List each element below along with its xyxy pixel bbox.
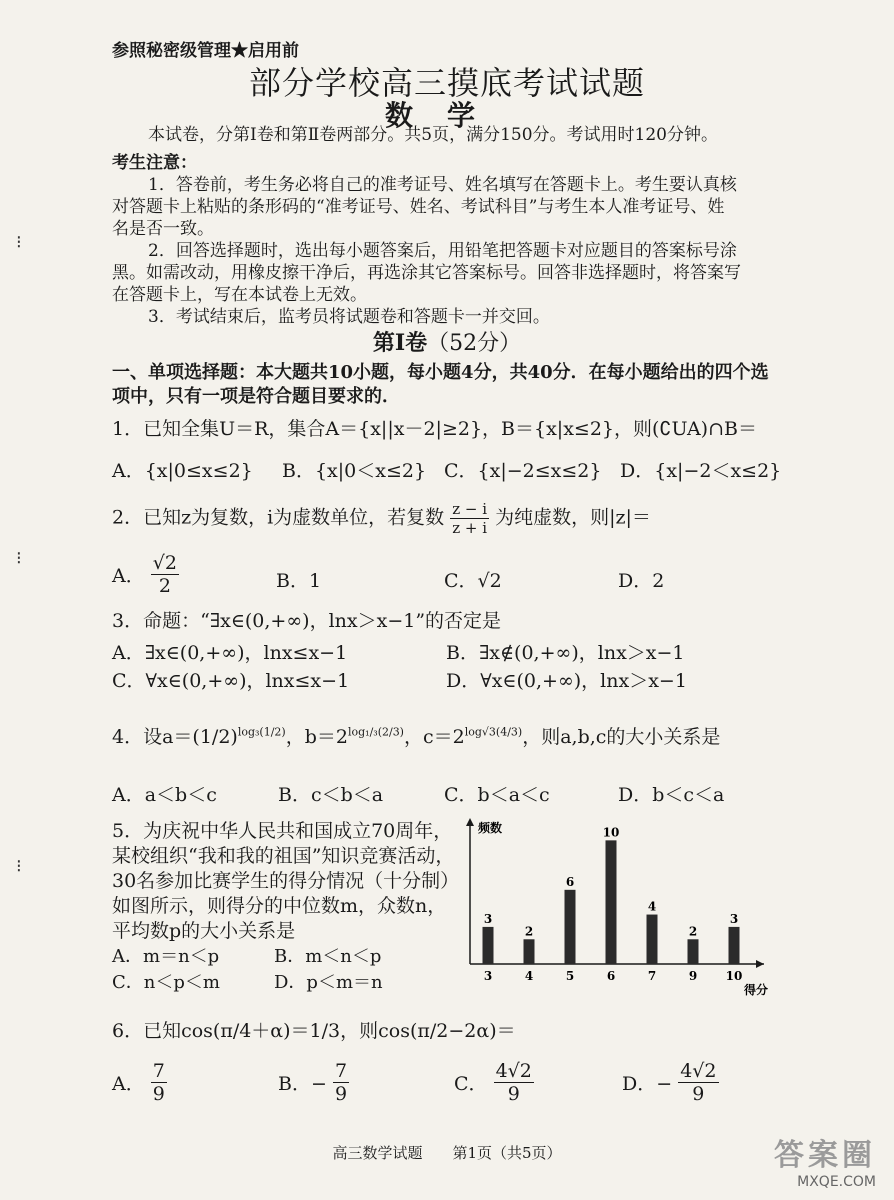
q2-fraction-den: z + i (452, 519, 488, 537)
note-line: 3．考试结束后，监考员将试题卷和答题卡一并交回。 (148, 307, 550, 327)
note-line: 对答题卡上粘贴的条形码的“准考证号、姓名、考试科目”与考生本人准考证号、姓 (112, 197, 725, 217)
q2-fraction (450, 500, 489, 537)
q6-option-a-label: A． (112, 1073, 145, 1095)
q4-option-a: A．a＜b＜c (112, 784, 217, 806)
stamp-logo-text: 答案圈 (774, 1138, 876, 1173)
q4-option-d: D．b＜c＜a (618, 784, 725, 806)
q6-option-d-num: 4√2 (680, 1060, 717, 1082)
q2-option-b: B．1 (276, 570, 322, 592)
y-axis-arrow (466, 818, 474, 826)
question-2-stem (112, 500, 651, 537)
q4-a-exponent: log₃(1/2) (237, 725, 286, 739)
q5-option-a: A．m＝n＜p (112, 946, 220, 967)
q6-option-c-num: 4√2 (495, 1060, 532, 1082)
q2-option-a-label: A． (112, 565, 145, 587)
q2-option-d: D．2 (618, 570, 665, 592)
question-6-stem: 6．已知cos(π/4＋α)＝1/3，则cos(π/2−2α)＝ (112, 1020, 516, 1042)
q4-option-c: C．b＜a＜c (444, 784, 550, 806)
x-tick-label: 3 (483, 969, 493, 983)
bar-value-label: 6 (565, 874, 575, 889)
bar (565, 890, 576, 964)
q5-line: 平均数p的大小关系是 (112, 920, 296, 942)
note-line: 名是否一致。 (112, 219, 214, 239)
bar (524, 939, 535, 964)
bar (647, 915, 658, 964)
q5-line: 30名参加比赛学生的得分情况（十分制） (112, 870, 460, 892)
x-tick-label: 5 (565, 969, 575, 983)
q6-option-a (112, 1060, 167, 1105)
q1-option-d: D．{x|−2＜x≤2} (620, 460, 782, 482)
bar-value-label: 3 (483, 911, 493, 926)
q3-option-d: D．∀x∈(0,+∞)，lnx＞x−1 (446, 670, 687, 692)
q4-stem-post: ，则a,b,c的大小关系是 (522, 726, 721, 748)
q6-option-d-frac (678, 1060, 718, 1105)
question-1-stem: 1．已知全集U＝R，集合A＝{x||x－2|≥2}，B＝{x|x≤2}，则(∁UA)∩B＝ (112, 418, 757, 440)
x-axis-label: 得分 (744, 983, 769, 997)
q2-stem-pre: 2．已知z为复数，i为虚数单位，若复数 (112, 506, 445, 529)
bar-value-label: 10 (602, 825, 620, 840)
q2-option-a (112, 552, 179, 597)
bar (688, 939, 699, 964)
x-axis-arrow (756, 960, 764, 968)
single-choice-heading: 项中，只有一项是符合题目要求的． (112, 386, 400, 407)
bar (606, 840, 617, 964)
q2-option-a-frac (151, 552, 179, 597)
q2-fraction-num: z − i (452, 500, 488, 518)
q3-option-c: C．∀x∈(0,+∞)，lnx≤x−1 (112, 670, 350, 692)
q6-option-b-num: 7 (334, 1060, 348, 1082)
note-line: 2．回答选择题时，选出每小题答案后，用铅笔把答题卡对应题目的答案标号涂 (148, 241, 737, 261)
section-title (0, 326, 894, 357)
q6-option-c-label: C． (454, 1073, 488, 1095)
q2-option-a-den: 2 (158, 575, 171, 597)
q6-option-c-den: 9 (507, 1083, 520, 1105)
intro-text: 本试卷，分第Ⅰ卷和第Ⅱ卷两部分。共5页，满分150分。考试用时120分钟。 (148, 125, 718, 145)
confidential-label: 参照秘密级管理★启用前 (112, 41, 299, 61)
x-tick-label: 7 (647, 969, 657, 983)
q5-line: 如图所示，则得分的中位数m，众数n， (112, 895, 447, 917)
notes-heading: 考生注意： (112, 153, 197, 173)
single-choice-heading: 一、单项选择题：本大题共10小题，每小题4分，共40分．在每小题给出的四个选 (112, 362, 769, 383)
page-footer: 高三数学试题 第1页（共5页） (332, 1144, 562, 1162)
q6-option-b-frac (333, 1060, 349, 1105)
section-name: 第Ⅰ卷 (372, 330, 428, 356)
bar-value-label: 2 (688, 924, 698, 939)
q3-option-a: A．∃x∈(0,+∞)，lnx≤x−1 (112, 642, 348, 664)
q5-option-b: B．m＜n＜p (274, 946, 382, 967)
q2-option-c: C．√2 (444, 570, 502, 592)
q1-option-b: B．{x|0＜x≤2} (282, 460, 427, 482)
q4-c-part: ，c＝2 (403, 726, 465, 748)
q2-option-a-num: √2 (152, 552, 177, 574)
q4-b-exponent: log₁/₃(2/3) (347, 725, 404, 739)
q6-option-d-den: 9 (692, 1083, 705, 1105)
q5-line: 某校组织“我和我的祖国”知识竞赛活动， (112, 845, 455, 867)
q4-stem-pre: 4．设a＝(1/2) (112, 726, 238, 748)
margin-mark: ⁝ (16, 548, 22, 569)
q6-option-a-den: 9 (152, 1083, 165, 1105)
note-line: 黑。如需改动，用橡皮擦干净后，再选涂其它答案标号。回答非选择题时，将答案写 (112, 263, 741, 283)
note-line: 在答题卡上，写在本试卷上无效。 (112, 285, 367, 305)
section-score: （52分） (427, 331, 522, 356)
q6-option-b-den: 9 (334, 1083, 348, 1105)
q6-option-a-num: 7 (152, 1060, 165, 1082)
bar (729, 927, 740, 964)
question-3-stem: 3．命题：“∃x∈(0,+∞)，lnx＞x−1”的否定是 (112, 610, 502, 632)
y-axis-label: 频数 (478, 821, 503, 835)
stamp-url: MXQE.COM (797, 1174, 876, 1190)
site-stamp (774, 1130, 876, 1190)
q6-option-d-label: D．− (622, 1073, 673, 1095)
q2-stem-post: 为纯虚数，则|z|＝ (495, 506, 651, 529)
q1-option-a: A．{x|0≤x≤2} (112, 460, 253, 482)
q6-option-c (454, 1060, 534, 1105)
q6-option-b-label: B．− (278, 1073, 327, 1095)
bar-value-label: 4 (647, 899, 657, 914)
x-tick-label: 9 (688, 969, 698, 983)
margin-mark: ⁝ (16, 232, 22, 253)
q6-option-a-frac (151, 1060, 167, 1105)
q5-option-c: C．n＜p＜m (112, 972, 220, 993)
q4-option-b: B．c＜b＜a (278, 784, 384, 806)
bar (483, 927, 494, 964)
q1-option-c: C．{x|−2≤x≤2} (444, 460, 602, 482)
q3-option-b: B．∃x∉(0,+∞)，lnx＞x−1 (446, 642, 685, 664)
bar-value-label: 2 (524, 924, 534, 939)
score-frequency-chart (458, 814, 778, 998)
q6-option-b (278, 1060, 349, 1105)
q6-option-d (622, 1060, 719, 1105)
note-line: 1．答卷前，考生务必将自己的准考证号、姓名填写在答题卡上。考生要认真核 (148, 175, 737, 195)
margin-mark: ⁝ (16, 856, 22, 877)
x-tick-label: 10 (725, 969, 743, 983)
subject-title: 数学 (384, 99, 509, 132)
q6-option-c-frac (494, 1060, 534, 1105)
bar-value-label: 3 (729, 911, 739, 926)
exam-title: 部分学校高三摸底考试试题 (248, 64, 645, 102)
q4-b-part: ，b＝2 (285, 726, 348, 748)
q5-line: 5．为庆祝中华人民共和国成立70周年， (112, 820, 453, 842)
x-tick-label: 4 (524, 969, 534, 983)
q5-option-d: D．p＜m＝n (274, 972, 383, 993)
q4-c-exponent: log√3(4/3) (464, 725, 523, 739)
question-4-stem (112, 722, 720, 749)
x-tick-label: 6 (606, 969, 616, 983)
